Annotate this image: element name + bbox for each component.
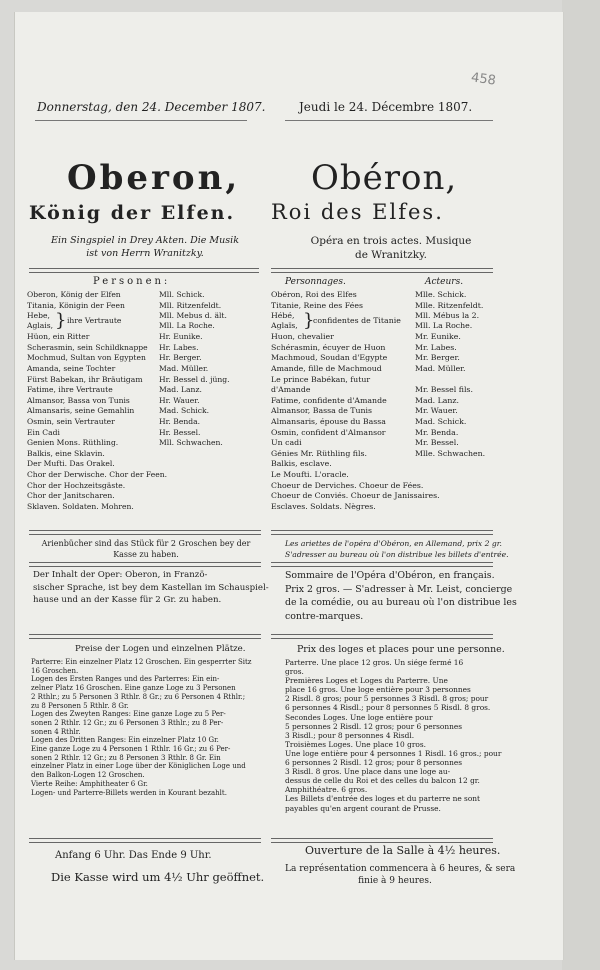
role: Chor der Hochzeitsgäste. <box>27 480 126 490</box>
actor: Hr. Bessel d. jüng. <box>159 374 230 384</box>
summary-line-3: de la comédie, ou au bureau où l'on distribue les <box>285 597 517 608</box>
libretto-notice-french <box>285 538 515 560</box>
summary-line-2: sischer Sprache, ist bey dem Kastellan im Schauspiel- <box>33 582 269 593</box>
cast-row <box>27 332 263 343</box>
role: Scherasmin, sein Schildknappe <box>27 342 148 352</box>
actor: Mr. Wauer. <box>415 406 458 416</box>
role: Almansaris, épouse du Bassa <box>271 416 386 426</box>
cast-rule-left <box>29 268 259 273</box>
prices-rule-right <box>271 634 493 639</box>
archive-number: 458 <box>470 70 497 89</box>
role: Chor der Derwische. Chor der Feen. <box>27 469 168 479</box>
price-line: Eine ganze Loge zu 4 Personen 1 Rthlr. 16 Gr.; zu 6 Per- <box>31 745 231 754</box>
price-line: den Balkon-Logen 12 Groschen. <box>31 771 145 780</box>
cast-row <box>27 428 263 439</box>
actor: Mr. Labes. <box>415 342 457 352</box>
genre-german <box>27 234 263 260</box>
actor: Mad. Lanz. <box>415 395 460 405</box>
summary-rule-right <box>271 562 493 567</box>
date-rule-right <box>285 120 493 121</box>
price-line: 6 personnes 2 Risdl. 12 gros; pour 8 personnes <box>285 758 463 768</box>
cast-row <box>27 481 263 492</box>
actor: Hr. Wauer. <box>159 395 200 405</box>
actor: Mr. Eunike. <box>415 332 461 342</box>
prices-heading-french: Prix des loges et places pour une personne. <box>297 644 505 655</box>
actor: Mr. Bessel. <box>415 438 459 448</box>
subtitle-german: König der Elfen. <box>29 202 236 224</box>
actor: Hr. Eunike. <box>159 332 203 342</box>
start-line-2: finie à 9 heures. <box>358 876 432 886</box>
cast-row <box>27 449 263 460</box>
actor: Hr. Berger. <box>159 353 202 363</box>
role: Sklaven. Soldaten. Mohren. <box>27 501 134 511</box>
cast-row <box>271 417 507 428</box>
cast-row <box>271 502 507 513</box>
libretto-rule-right <box>271 530 493 535</box>
cast-row <box>27 438 263 449</box>
price-line: sonen 2 Rthlr. 12 Gr.; zu 8 Personen 3 Rthlr. 8 Gr. Ein <box>31 753 221 762</box>
summary-german <box>33 569 269 607</box>
cast-row-pair <box>27 311 263 332</box>
role: Hébé, <box>271 311 295 321</box>
price-line: payables qu'en argent courant de Prusse. <box>285 803 441 813</box>
price-line: zelner Platz 16 Groschen. Eine ganze Loge zu 3 Personen <box>31 684 236 693</box>
cast-row <box>271 449 507 460</box>
price-line: 5 personnes 2 Risdl. 12 gros; pour 6 personnes <box>285 721 463 731</box>
role: Le Moufti. L'oracle. <box>271 469 349 479</box>
cast-row <box>271 396 507 407</box>
role: Mochmud, Sultan von Egypten <box>27 353 146 363</box>
start-french <box>285 863 516 887</box>
cast-row <box>27 396 263 407</box>
summary-line-3: hause und an der Kasse für 2 Gr. zu haben. <box>33 595 222 605</box>
page-edge <box>562 0 600 970</box>
actor: Mll. La Roche. <box>159 321 215 331</box>
cast-row <box>271 353 507 364</box>
price-line: Parterre: Ein einzelner Platz 12 Groschen. Ein gesperrter Sitz <box>31 658 252 666</box>
role: Schérasmin, écuyer de Huon <box>271 342 386 352</box>
cast-row <box>27 406 263 417</box>
prices-list-french <box>285 658 515 813</box>
playbill-sheet <box>14 12 563 960</box>
cast-heading-german: Personen: <box>93 276 171 287</box>
actor: Mll. La Roche. <box>415 321 473 331</box>
role: Choeur de Conviés. Choeur de Janissaires. <box>271 491 440 501</box>
cast-row <box>271 481 507 492</box>
role: Amande, fille de Machmoud <box>271 363 382 373</box>
times-rule-right <box>271 838 493 843</box>
actor: Mll. Schick. <box>159 290 205 299</box>
role: Fatime, ihre Vertraute <box>27 385 113 395</box>
genre-french-line-2: de Wranitzky. <box>355 249 427 261</box>
cast-row <box>271 343 507 354</box>
actor: Mad. Schick. <box>159 406 210 416</box>
role: Der Mufti. Das Orakel. <box>27 459 115 469</box>
cast-row <box>27 470 263 481</box>
role: Obéron, Roi des Elfes <box>271 290 357 299</box>
cast-row <box>271 512 507 523</box>
subtitle-french: Roi des Elfes. <box>271 200 444 224</box>
role: Amanda, seine Tochter <box>27 363 116 373</box>
price-line: Logen- und Parterre-Billets werden in Kourant bezahlt. <box>31 788 227 797</box>
actor: Mr. Berger. <box>415 353 460 363</box>
summary-line-4: contre-marques. <box>285 610 364 622</box>
role: Un cadi <box>271 438 302 448</box>
brace-icon: } <box>303 310 315 332</box>
role: Balkis, esclave. <box>271 459 332 469</box>
cast-row-pair <box>271 311 507 332</box>
cast-rule-right <box>271 268 493 273</box>
price-line: dessus de celle du Roi et des celles du balcon 12 gr. <box>285 776 480 786</box>
role-group: ihre Vertraute <box>67 316 122 326</box>
actor: Mr. Benda. <box>415 427 459 437</box>
cast-row <box>27 343 263 354</box>
price-line: Amphithéatre. 6 gros. <box>285 785 368 795</box>
role: Oberon, König der Elfen <box>27 290 121 299</box>
role: Balkis, eine Sklavin. <box>27 448 105 458</box>
role: Titanie, Reine des Fées <box>271 300 363 310</box>
cast-row <box>27 512 263 523</box>
cast-row <box>27 375 263 386</box>
role: Almansor, Bassa de Tunis <box>271 406 373 416</box>
doors-german: Die Kasse wird um 4½ Uhr geöffnet. <box>51 870 265 884</box>
role: Almansaris, seine Gemahlin <box>27 406 135 416</box>
cast-row <box>27 491 263 502</box>
cast-row <box>27 502 263 513</box>
genre-german-line-2: ist von Herrn Wranitzky. <box>86 248 204 259</box>
role: Hüon, ein Ritter <box>27 332 90 342</box>
libretto-rule-left <box>29 530 261 535</box>
role: Machmoud, Soudan d'Egypte <box>271 353 388 363</box>
role: Le prince Babékan, futur <box>271 374 371 384</box>
price-line: 2 Risdl. 8 gros; pour 5 personnes 3 Risdl. 8 gros; pour <box>285 694 489 704</box>
actor: Mad. Lanz. <box>159 385 202 395</box>
role: d'Amande <box>271 385 311 395</box>
cast-list-german <box>27 290 263 544</box>
genre-french <box>273 234 509 262</box>
price-line: Vierte Reihe: Amphitheater 6 Gr. <box>31 779 148 788</box>
price-line: Parterre. Une place 12 gros. Un siége fermé 16 <box>285 658 464 667</box>
libretto-line-1: Les ariettes de l'opéra d'Obéron, en Allemand, prix 2 gr. <box>285 539 502 548</box>
genre-german-line-1: Ein Singspiel in Drey Akten. Die Musik <box>51 235 239 246</box>
price-line: 2 Rthlr.; zu 5 Personen 3 Rthlr. 8 Gr.; zu 6 Personen 4 Rthlr.; <box>31 692 246 701</box>
cast-row <box>27 364 263 375</box>
cast-row <box>27 290 263 301</box>
price-line: Logen des Dritten Ranges: Ein einzelner Platz 10 Gr. <box>31 736 219 745</box>
prices-list-german <box>31 658 265 797</box>
cast-row <box>271 406 507 417</box>
cast-row <box>271 459 507 470</box>
libretto-line-1: Arienbücher sind das Stück für 2 Groschen bey der <box>41 539 251 548</box>
title-french: Obéron, <box>311 158 458 198</box>
actor: Mlle. Ritzenfeldt. <box>415 300 484 310</box>
price-line: 3 Risdl. 8 gros. Une place dans une loge au- <box>285 767 451 777</box>
price-line: Les Billets d'entrée des loges et du parterre ne sont <box>285 794 481 804</box>
actor: Mad. Müller. <box>415 363 466 373</box>
cast-row <box>271 470 507 481</box>
price-line: sonen 2 Rthlr. 12 Gr.; zu 6 Personen 3 Rthlr.; zu 8 Per- <box>31 718 224 727</box>
role: Fatime, confidente d'Amande <box>271 395 387 405</box>
actor: Mlle. Schick. <box>415 290 467 299</box>
cast-row <box>27 353 263 364</box>
price-line: Logen des Zweyten Ranges: Eine ganze Loge zu 5 Per- <box>31 710 226 719</box>
prices-rule-left <box>29 634 261 639</box>
role: Titania, Königin der Feen <box>27 300 125 310</box>
role: Ein Cadi <box>27 427 60 437</box>
price-line: Logen des Ersten Ranges und des Parterres: Ein ein- <box>31 675 220 684</box>
actor: Mad. Müller. <box>159 363 209 373</box>
price-line: Premières Loges et Loges du Parterre. Une <box>285 676 448 686</box>
cast-row <box>271 491 507 502</box>
role: Osmin, confident d'Almansor <box>271 427 386 437</box>
role: Osmin, sein Vertrauter <box>27 416 115 426</box>
price-line: Secondes Loges. Une loge entière pour <box>285 712 433 722</box>
actor: Mll. Mebus d. ält. <box>159 311 227 321</box>
cast-row <box>271 364 507 375</box>
libretto-notice-german <box>31 538 261 560</box>
cast-row <box>27 459 263 470</box>
cast-row <box>27 385 263 396</box>
role: Genien Mons. Rüthling. <box>27 438 119 448</box>
date-german: Donnerstag, den 24. December 1807. <box>37 100 266 114</box>
role-group: confidentes de Titanie <box>313 316 401 326</box>
price-line: 16 Groschen. <box>31 666 79 675</box>
role: Almansor, Bassa von Tunis <box>27 395 130 405</box>
actor: Hr. Bessel. <box>159 427 201 437</box>
role: Aglaïs, <box>271 321 298 331</box>
role: Génies Mr. Rüthling fils. <box>271 448 367 458</box>
price-line: Troisièmes Loges. Une place 10 gros. <box>285 739 426 749</box>
date-rule-left <box>35 120 247 121</box>
summary-line-1: Der Inhalt der Oper: Oberon, in Franzö- <box>33 570 208 580</box>
price-line: 3 Risdl.; pour 8 personnes 4 Risdl. <box>285 730 415 740</box>
doors-french: Ouverture de la Salle à 4½ heures. <box>305 844 501 857</box>
cast-row <box>271 290 507 301</box>
cast-row <box>271 375 507 386</box>
libretto-line-2: Kasse zu haben. <box>113 550 179 559</box>
summary-line-2: Prix 2 gros. — S'adresser à Mr. Leist, concierge <box>285 583 513 595</box>
brace-icon: } <box>55 310 67 332</box>
libretto-line-2: S'adresser au bureau où l'on distribue les billets d'entrée. <box>285 550 509 559</box>
summary-french <box>285 569 517 623</box>
price-line: gros. <box>285 667 304 677</box>
actor: Mll. Ritzenfeldt. <box>159 300 222 310</box>
price-line: place 16 gros. Une loge entière pour 3 personnes <box>285 685 471 695</box>
prices-heading-german: Preise der Logen und einzelnen Plätze. <box>75 644 246 654</box>
summary-rule-left <box>29 562 261 567</box>
actors-heading-french: Acteurs. <box>425 277 464 287</box>
price-line: 6 personnes 4 Risdl.; pour 8 personnes 5 Risdl. 8 gros. <box>285 703 491 713</box>
role: Aglais, <box>27 321 54 331</box>
cast-heading-french: Personnages. <box>285 277 346 287</box>
actor: Mad. Schick. <box>415 416 467 426</box>
price-line: zu 8 Personen 5 Rthlr. 8 Gr. <box>31 701 129 710</box>
price-line: einzelner Platz in einer Loge über der Königlichen Loge und <box>31 762 246 771</box>
role: Choeur de Derviches. Choeur de Fées. <box>271 480 424 490</box>
actor: Mr. Bessel fils. <box>415 385 473 395</box>
actor: Hr. Benda. <box>159 416 201 426</box>
times-rule-left <box>29 838 261 843</box>
genre-french-line-1: Opéra en trois actes. Musique <box>310 235 472 247</box>
cast-row <box>27 417 263 428</box>
actor: Mlle. Schwachen. <box>415 448 486 458</box>
times-german: Anfang 6 Uhr. Das Ende 9 Uhr. <box>55 850 212 861</box>
cast-row <box>271 332 507 343</box>
price-line: sonen 4 Rthlr. <box>31 727 81 736</box>
role: Fürst Babekan, ihr Bräutigam <box>27 374 143 384</box>
role: Esclaves. Soldats. Nègres. <box>271 501 376 511</box>
role: Chor der Janitscharen. <box>27 491 115 501</box>
actor: Mll. Schwachen. <box>159 438 223 448</box>
actor: Mll. Mébus la 2. <box>415 311 480 321</box>
cast-row <box>271 385 507 396</box>
cast-row <box>271 428 507 439</box>
role: Hebe, <box>27 311 50 321</box>
cast-list-french <box>271 290 507 533</box>
actor: Hr. Labes. <box>159 342 199 352</box>
date-french: Jeudi le 24. Décembre 1807. <box>299 100 473 114</box>
title-german: Oberon, <box>67 158 241 198</box>
role: Huon, chevalier <box>271 332 334 342</box>
price-line: Une loge entière pour 4 personnes 1 Risdl. 16 gros.; pour <box>285 748 502 758</box>
summary-line-1: Sommaire de l'Opéra d'Obéron, en français. <box>285 570 495 581</box>
cast-row <box>271 438 507 449</box>
start-line-1: La représentation commencera à 6 heures, & sera <box>285 864 516 874</box>
